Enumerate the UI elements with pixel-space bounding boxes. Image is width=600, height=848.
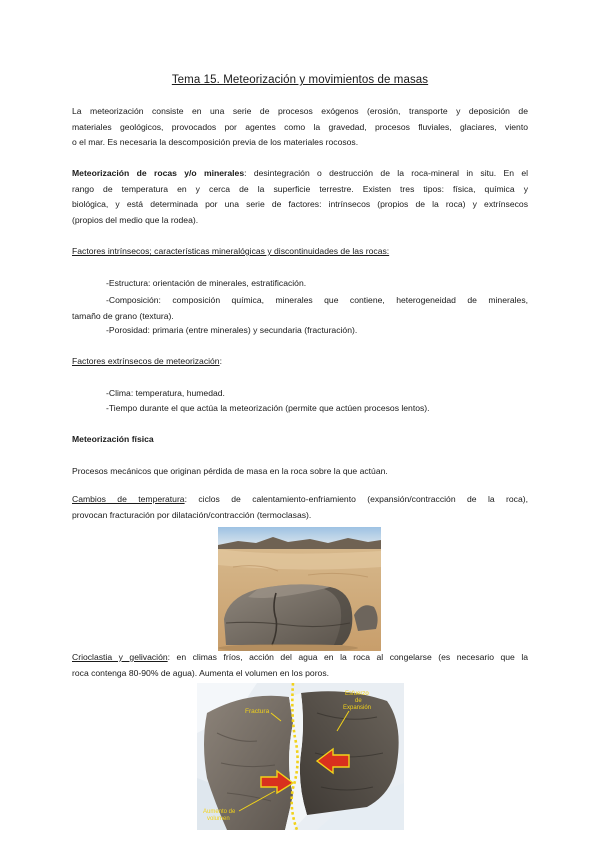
crioclastia-line-2: roca contenga 80-90% de agua). Aumenta el volumen en los poros. — [72, 667, 330, 678]
label-esfuerzo-1: Esfuerzo — [345, 691, 369, 697]
crioclastia-heading: Crioclastia y gelivación — [72, 652, 168, 662]
factores-extrinsecos-colon: : — [219, 356, 222, 366]
meteorizacion-fisica-text: Procesos mecánicos que originan pérdida de masa en la roca sobre la que actúan. — [72, 466, 388, 476]
label-aumento-2: volumen — [207, 816, 230, 822]
intro-line-2: materiales geológicos, provocados por agentes como la gravedad, procesos fluviales, glaciares, viento — [72, 121, 528, 132]
factores-intrinsecos-heading: Factores intrínsecos; características mineralógicas y discontinuidades de las rocas: — [72, 246, 390, 256]
document-title: Tema 15. Meteorización y movimientos de masas — [171, 74, 429, 86]
crioclastia-line-1-rest: : en climas fríos, acción del agua en la roca al congelarse (es necesario que la — [167, 652, 529, 662]
meteorizacion-rocas-line-4: (propios del medio que la rodea). — [72, 214, 199, 225]
meteorizacion-fisica-heading: Meteorización física — [72, 434, 154, 444]
figure-termoclasas-photo — [218, 527, 381, 651]
figure-gelivacion-photo — [197, 683, 404, 830]
factor-estructura: -Estructura: orientación de minerales, estratificación. — [106, 278, 307, 288]
meteorizacion-rocas-paragraph — [72, 166, 528, 228]
meteorizacion-rocas-bold: Meteorización de rocas y/o minerales — [72, 168, 245, 178]
intro-line-3: o el mar. Es necesaria la descomposición previa de los materiales rocosos. — [72, 137, 359, 148]
meteorizacion-rocas-line-1 — [72, 166, 528, 182]
factor-porosidad: -Porosidad: primaria (entre minerales) y secundaria (fracturación). — [106, 325, 358, 335]
cambios-temperatura-line-1 — [72, 492, 528, 508]
desert-rock-illustration — [218, 527, 381, 651]
label-aumento-1: Aumento de — [203, 809, 236, 815]
meteorizacion-rocas-line-3: biológica, y está determinada por una serie de factores: intrínsecos (propios de la roca) y extrínsecos — [72, 199, 528, 210]
meteorizacion-rocas-line-2: rango de temperatura en y cerca de la superficie terrestre. Existen tres tipos: física, química y — [72, 183, 528, 194]
crioclastia-paragraph — [72, 650, 528, 681]
intro-paragraph — [72, 104, 528, 151]
cambios-temperatura-heading: Cambios de temperatura — [72, 494, 185, 504]
factor-composicion-paragraph — [72, 293, 528, 324]
meteorizacion-rocas-line-1-rest: : desintegración o destrucción de la roca-mineral in situ. En el — [244, 168, 529, 178]
cambios-temperatura-paragraph — [72, 492, 528, 523]
label-esfuerzo-3: Expansión — [343, 705, 372, 711]
factores-extrinsecos-heading-text: Factores extrínsecos de meteorización — [72, 356, 220, 366]
factor-composicion-line-1: -Composición: composición química, minerales que contiene, heterogeneidad de minerales, — [106, 295, 528, 305]
factor-composicion-line-2: tamaño de grano (textura). — [72, 310, 174, 321]
cambios-temperatura-line-2: provocan fracturación por dilatación/contracción (termoclasas). — [72, 509, 312, 520]
label-esfuerzo-2: de — [355, 698, 362, 704]
frost-wedging-illustration — [197, 683, 404, 830]
crioclastia-line-1 — [72, 650, 528, 666]
factores-extrinsecos-heading — [72, 356, 222, 366]
factor-tiempo: -Tiempo durante el que actúa la meteorización (permite que actúen procesos lentos). — [106, 403, 430, 413]
factor-clima: -Clima: temperatura, humedad. — [106, 388, 225, 398]
intro-line-1: La meteorización consiste en una serie de procesos exógenos (erosión, transporte y deposición de — [72, 106, 528, 116]
label-fractura: Fractura — [245, 708, 270, 715]
cambios-temperatura-line-1-rest: : ciclos de calentamiento-enfriamiento (expansión/contracción de la roca), — [184, 494, 529, 504]
